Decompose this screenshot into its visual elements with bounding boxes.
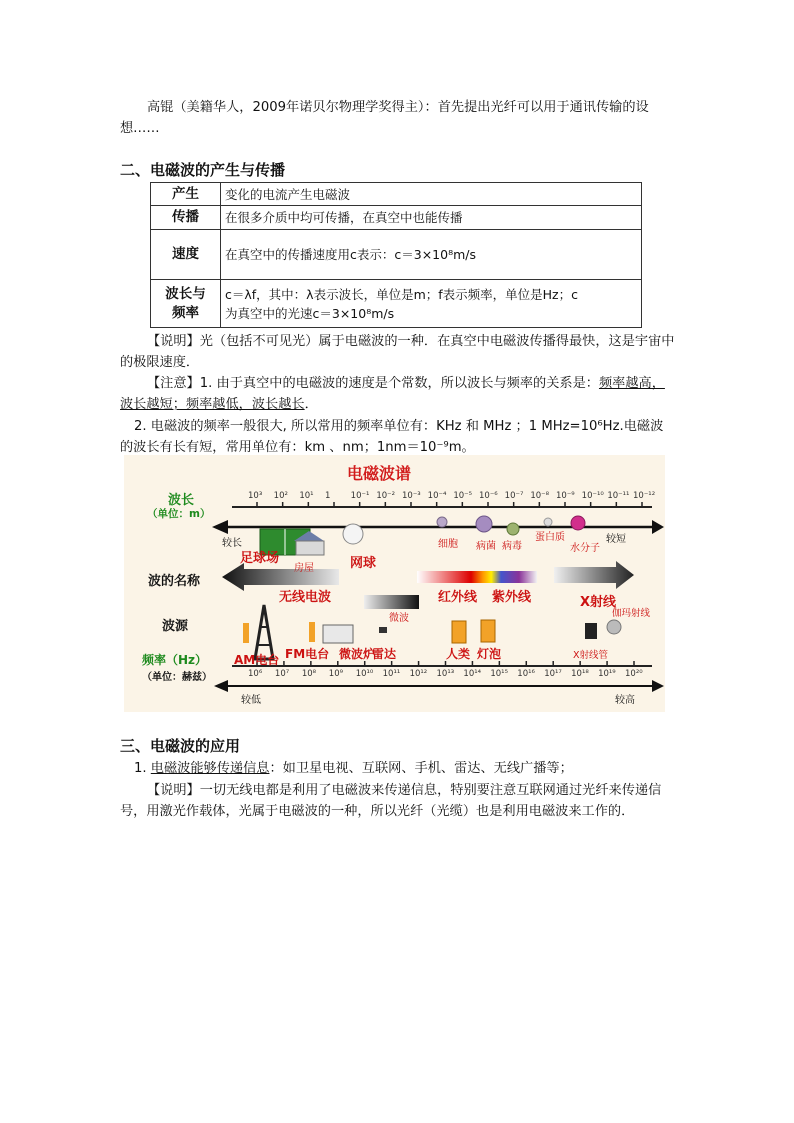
note-frequency-units: 2. 电磁波的频率一般很大, 所以常用的频率单位有：KHz 和 MHz ；1 MHz=10⁶Hz.电磁波的波长有长有短，常用单位有：km 、nm；1nm＝10⁻⁹m。 [120, 419, 664, 455]
note-attention-underlined: 频率越高，波长越短；频率越低，波长越长 [120, 376, 665, 412]
table-value [221, 280, 642, 328]
bacteria-icon [476, 516, 492, 532]
frequency-tick-label: 10¹¹ [382, 669, 401, 679]
water-molecule-icon [571, 516, 585, 530]
tennis-ball-icon [343, 524, 363, 544]
wavelength-tick-label: 10⁻³ [402, 491, 421, 501]
band-xray: X射线 [580, 595, 617, 610]
band-infrared: 红外线 [438, 590, 478, 605]
wavelength-tick-label: 10⁻¹² [633, 491, 656, 501]
note-explanation: 【说明】光（包括不可见光）属于电磁波的一种．在真空中电磁波传播得最快，这是宇宙中的极限速度． [120, 334, 675, 370]
house-icon [296, 541, 324, 555]
wavelength-label: 波长 [168, 493, 195, 508]
frequency-tick-label: 10¹⁴ [463, 669, 482, 679]
wavelength-tick-label: 10⁻⁴ [427, 491, 447, 501]
table-key: 产生 [151, 183, 221, 206]
wavelength-tick-label: 10² [273, 491, 288, 501]
human-icon [452, 621, 466, 643]
source-light-bulb: 灯泡 [477, 647, 502, 661]
object-house: 房屋 [294, 563, 314, 574]
item-number: 1. [134, 761, 151, 776]
frequency-tick-label: 10⁸ [301, 669, 317, 679]
xray-tube-icon [585, 623, 597, 639]
wavelength-tick-label: 10³ [248, 491, 263, 501]
frequency-tick-label: 10¹⁸ [571, 669, 589, 679]
object-cell: 细胞 [438, 539, 458, 550]
frequency-tick-label: 10¹⁵ [490, 669, 508, 679]
table-row [151, 230, 642, 280]
frequency-label: 频率（Hz） [142, 653, 208, 667]
fm-station-bar [309, 622, 315, 642]
table-key [151, 280, 221, 328]
application-item-underlined: 电磁波能够传递信息 [150, 761, 270, 776]
intro-paragraph: 高锟（美籍华人，2009年诺贝尔物理学奖得主）：首先提出光纤可以用于通讯传输的设想…… [120, 100, 649, 136]
gamma-source-icon [607, 620, 621, 634]
wavelength-tick-label: 10⁻¹⁰ [581, 491, 604, 501]
wavelength-tick-label: 10⁻⁵ [453, 491, 473, 501]
em-spectrum-diagram [124, 455, 665, 712]
table-value: 在真空中的传播速度用c表示：c＝3×10⁸m/s [221, 230, 642, 280]
lower-label: 较低 [241, 695, 261, 706]
wavelength-unit: （单位：m） [147, 508, 211, 520]
frequency-tick-label: 10¹³ [436, 669, 455, 679]
object-virus: 病毒 [502, 541, 522, 552]
spectrum-title: 电磁波谱 [347, 464, 412, 483]
source-fm-station: FM电台 [285, 647, 330, 661]
frequency-tick-label: 10⁶ [248, 669, 263, 679]
table-key: 传播 [151, 206, 221, 230]
frequency-tick-label: 10¹⁹ [598, 669, 616, 679]
am-station-bar [243, 623, 249, 643]
band-radio: 无线电波 [279, 590, 332, 605]
application-item-rest: ：如卫星电视、互联网、手机、雷达、无线广播等； [269, 761, 573, 776]
source-am-station: AM电台 [234, 653, 280, 667]
table-key-line: 频率 [172, 304, 199, 321]
wavelength-tick-label: 10⁻⁸ [530, 491, 550, 501]
wavelength-tick-label: 10⁻⁹ [556, 491, 575, 501]
row-label-wave-name: 波的名称 [148, 574, 201, 589]
frequency-tick-label: 10¹⁰ [355, 669, 374, 679]
wavelength-tick-label: 10¹ [299, 491, 314, 501]
frequency-tick-label: 10¹⁶ [517, 669, 535, 679]
section-heading-generation: 二、电磁波的产生与传播 [120, 161, 286, 179]
shorter-label: 较短 [606, 534, 626, 545]
microwave-oven-icon [323, 625, 353, 643]
object-water-molecule: 水分子 [570, 543, 600, 554]
applications-note: 【说明】一切无线电都是利用了电磁波来传递信息，特别要注意互联网通过光纤来传递信号，用激光作载体，光属于电磁波的一种，所以光纤（光缆）也是利用电磁波来工作的． [120, 783, 662, 819]
source-human: 人类 [446, 647, 471, 661]
wavelength-tick-label: 10⁻⁷ [504, 491, 524, 501]
frequency-tick-label: 10⁹ [328, 669, 344, 679]
object-bacteria: 病菌 [476, 541, 496, 552]
object-football-field: 足球场 [240, 551, 280, 566]
application-item [120, 758, 676, 779]
radar-icon [379, 627, 387, 633]
xray-band-arrow [554, 561, 634, 589]
wavelength-tick-label: 1 [325, 491, 331, 501]
object-protein: 蛋白质 [535, 532, 565, 543]
note-attention-prefix: 【注意】1. 由于真空中的电磁波的速度是个常数，所以波长与频率的关系是： [147, 376, 599, 391]
light-bulb-icon [481, 620, 495, 642]
protein-icon [544, 518, 552, 526]
table-row [151, 280, 642, 328]
table-row [151, 206, 642, 230]
cell-icon [437, 517, 447, 527]
virus-icon [507, 523, 519, 535]
table-row [151, 183, 642, 206]
table-value: 在很多介质中均可传播，在真空中也能传播 [221, 206, 642, 230]
higher-label: 较高 [615, 695, 635, 706]
note-attention [120, 373, 676, 415]
wavelength-tick-label: 10⁻² [376, 491, 396, 501]
table-value-line: c＝λf，其中：λ表示波长，单位是m；f表示频率，单位是Hz；c [225, 286, 578, 302]
note-attention-suffix: ． [304, 397, 318, 412]
table-value: 变化的电流产生电磁波 [221, 183, 642, 206]
properties-table [150, 182, 642, 328]
source-microwave-oven: 微波炉 [339, 647, 376, 661]
source-radar: 雷达 [372, 647, 397, 661]
table-value-line: 为真空中的光速c＝3×10⁸m/s [225, 305, 395, 321]
frequency-tick-label: 10⁷ [274, 669, 290, 679]
frequency-tick-label: 10²⁰ [625, 669, 643, 679]
right-arrowhead-icon [652, 520, 664, 534]
band-gamma: 伽玛射线 [612, 608, 651, 619]
table-key: 速度 [151, 230, 221, 280]
light-band-bar [417, 571, 537, 583]
band-microwave: 微波 [389, 613, 409, 624]
wavelength-tick-label: 10⁻⁶ [479, 491, 498, 501]
right-arrowhead-icon [652, 680, 664, 692]
microwave-band-bar [364, 595, 419, 609]
frequency-unit: （单位：赫兹） [142, 672, 212, 683]
section-heading-applications: 三、电磁波的应用 [120, 737, 241, 755]
band-ultraviolet: 紫外线 [492, 590, 532, 605]
wavelength-tick-label: 10⁻¹ [350, 491, 370, 501]
object-tennis-ball: 网球 [350, 556, 377, 571]
left-arrowhead-icon [212, 520, 228, 534]
table-key-line: 波长与 [165, 285, 206, 302]
longer-label: 较长 [222, 538, 242, 549]
frequency-tick-label: 10¹⁷ [544, 669, 562, 679]
row-label-source: 波源 [162, 619, 189, 634]
frequency-tick-label: 10¹² [409, 669, 428, 679]
wavelength-tick-label: 10⁻¹¹ [607, 491, 630, 501]
source-xray-tube: X射线管 [573, 650, 609, 661]
left-arrowhead-icon [214, 680, 228, 692]
